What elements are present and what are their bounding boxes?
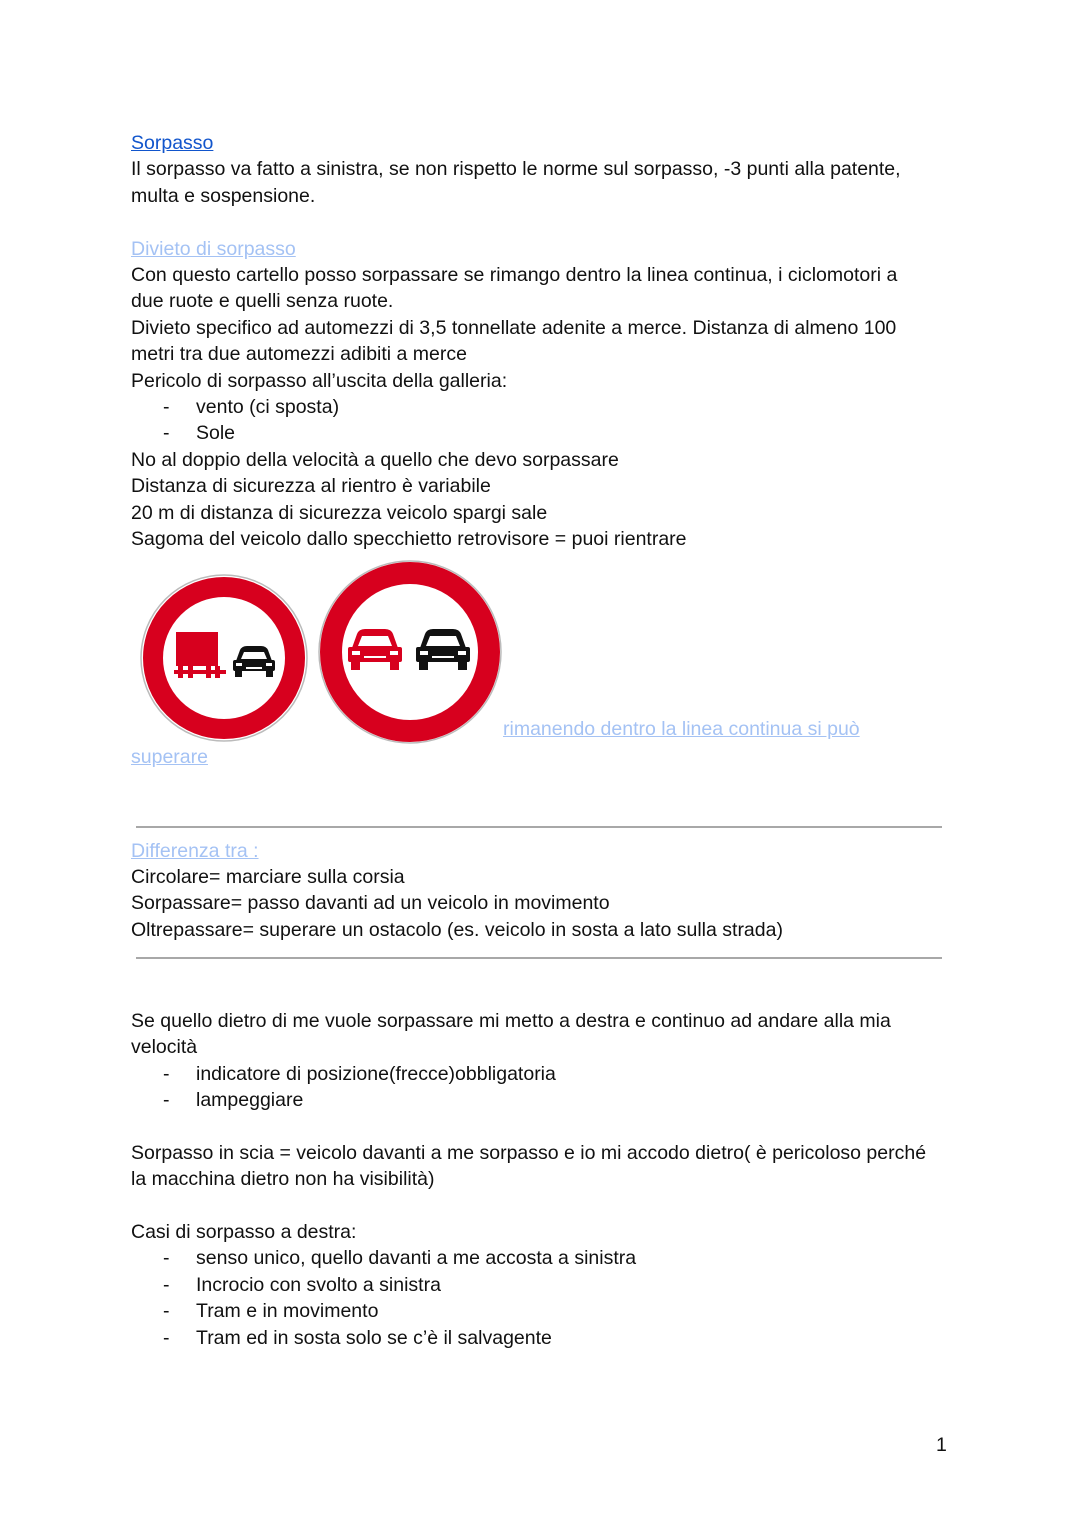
list-item: - lampeggiare <box>163 1088 304 1111</box>
list-item: - indicatore di posizione(frecce)obbligatoria <box>163 1062 556 1085</box>
paragraph-line: Casi di sorpasso a destra: <box>131 1220 357 1243</box>
paragraph-line: Oltrepassare= superare un ostacolo (es. veicolo in sosta a lato sulla strada) <box>131 918 783 941</box>
paragraph-line: Sagoma del veicolo dallo specchietto retrovisore = puoi rientrare <box>131 528 687 551</box>
list-item: - Tram ed in sosta solo se c’è il salvagente <box>163 1326 552 1349</box>
paragraph-line: Se quello dietro di me vuole sorpassare mi metto a destra e continuo ad andare alla mia <box>131 1009 891 1032</box>
sign-caption-link-continued[interactable]: superare <box>131 746 208 769</box>
signs-row <box>131 556 951 744</box>
heading-differenza-link[interactable]: Differenza tra : <box>131 839 259 862</box>
bullet-list-segnali <box>131 1061 951 1114</box>
paragraph-line: Sorpassare= passo davanti ad un veicolo in movimento <box>131 892 610 915</box>
no-overtaking-sign-icon <box>318 560 502 744</box>
paragraph-line: Con questo cartello posso sorpassare se rimango dentro la linea continua, i ciclomotori a <box>131 264 898 287</box>
heading-divieto-link[interactable]: Divieto di sorpasso <box>131 237 296 260</box>
no-overtaking-trucks-sign-icon <box>140 574 308 742</box>
bullet-list-destra <box>131 1245 951 1351</box>
paragraph-line: multa e sospensione. <box>131 184 316 207</box>
bullet-list-galleria <box>131 394 951 447</box>
document-body <box>131 130 951 1351</box>
heading-sorpasso-link[interactable]: Sorpasso <box>131 132 214 154</box>
paragraph-line: velocità <box>131 1036 198 1059</box>
sign-caption-link[interactable]: rimanendo dentro la linea continua si può <box>503 718 860 741</box>
paragraph-line: la macchina dietro non ha visibilità) <box>131 1168 435 1191</box>
page-number: 1 <box>936 1434 947 1456</box>
paragraph-line: Distanza di sicurezza al rientro è variabile <box>131 475 491 498</box>
list-item: - vento (ci sposta) <box>163 396 340 419</box>
paragraph-line: Circolare= marciare sulla corsia <box>131 866 405 889</box>
list-item: - senso unico, quello davanti a me accosta a sinistra <box>163 1247 637 1270</box>
list-item: - Tram e in movimento <box>163 1300 379 1323</box>
list-item: - Sole <box>163 422 236 445</box>
paragraph-line: 20 m di distanza di sicurezza veicolo spargi sale <box>131 501 548 524</box>
paragraph-line: Il sorpasso va fatto a sinistra, se non rispetto le norme sul sorpasso, -3 punti alla patente, <box>131 158 901 181</box>
paragraph-line: Sorpasso in scia = veicolo davanti a me sorpasso e io mi accodo dietro( è pericoloso perché <box>131 1141 927 1164</box>
paragraph-line: Divieto specifico ad automezzi di 3,5 tonnellate adenite a merce. Distanza di almeno 100 <box>131 316 897 339</box>
horizontal-divider <box>136 826 942 828</box>
list-item: - Incrocio con svolto a sinistra <box>163 1273 441 1296</box>
paragraph-line: metri tra due automezzi adibiti a merce <box>131 343 467 366</box>
paragraph-line: due ruote e quelli senza ruote. <box>131 290 394 313</box>
paragraph-line: No al doppio della velocità a quello che devo sorpassare <box>131 448 619 471</box>
paragraph-line: Pericolo di sorpasso all’uscita della galleria: <box>131 369 508 392</box>
